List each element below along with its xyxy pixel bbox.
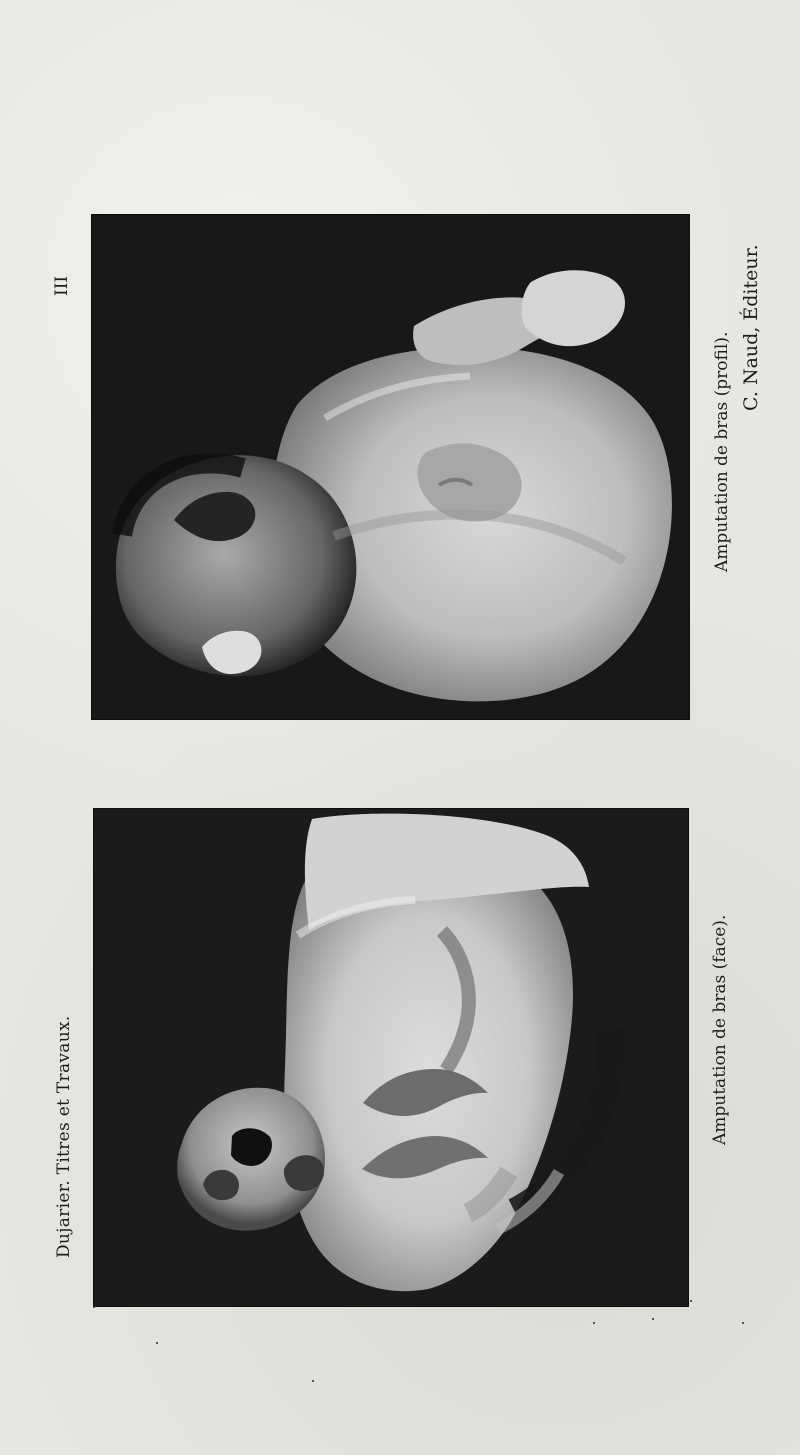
page-number: III: [52, 275, 72, 296]
print-speck: [156, 1342, 158, 1344]
print-speck: [742, 1322, 744, 1324]
caption-profile: Amputation de bras (profil).: [712, 331, 732, 572]
plate-profile-photo: [91, 214, 690, 720]
publisher-credit: C. Naud, Éditeur.: [740, 244, 762, 411]
running-header-title: Dujarier. Titres et Travaux.: [54, 1015, 74, 1258]
print-speck: [593, 1322, 595, 1324]
print-speck: [93, 1306, 95, 1308]
print-speck: [312, 1380, 314, 1382]
plate-face-photo: [93, 808, 689, 1307]
caption-face: Amputation de bras (face).: [710, 914, 730, 1145]
print-speck: [652, 1318, 654, 1320]
print-speck: [690, 1300, 692, 1302]
